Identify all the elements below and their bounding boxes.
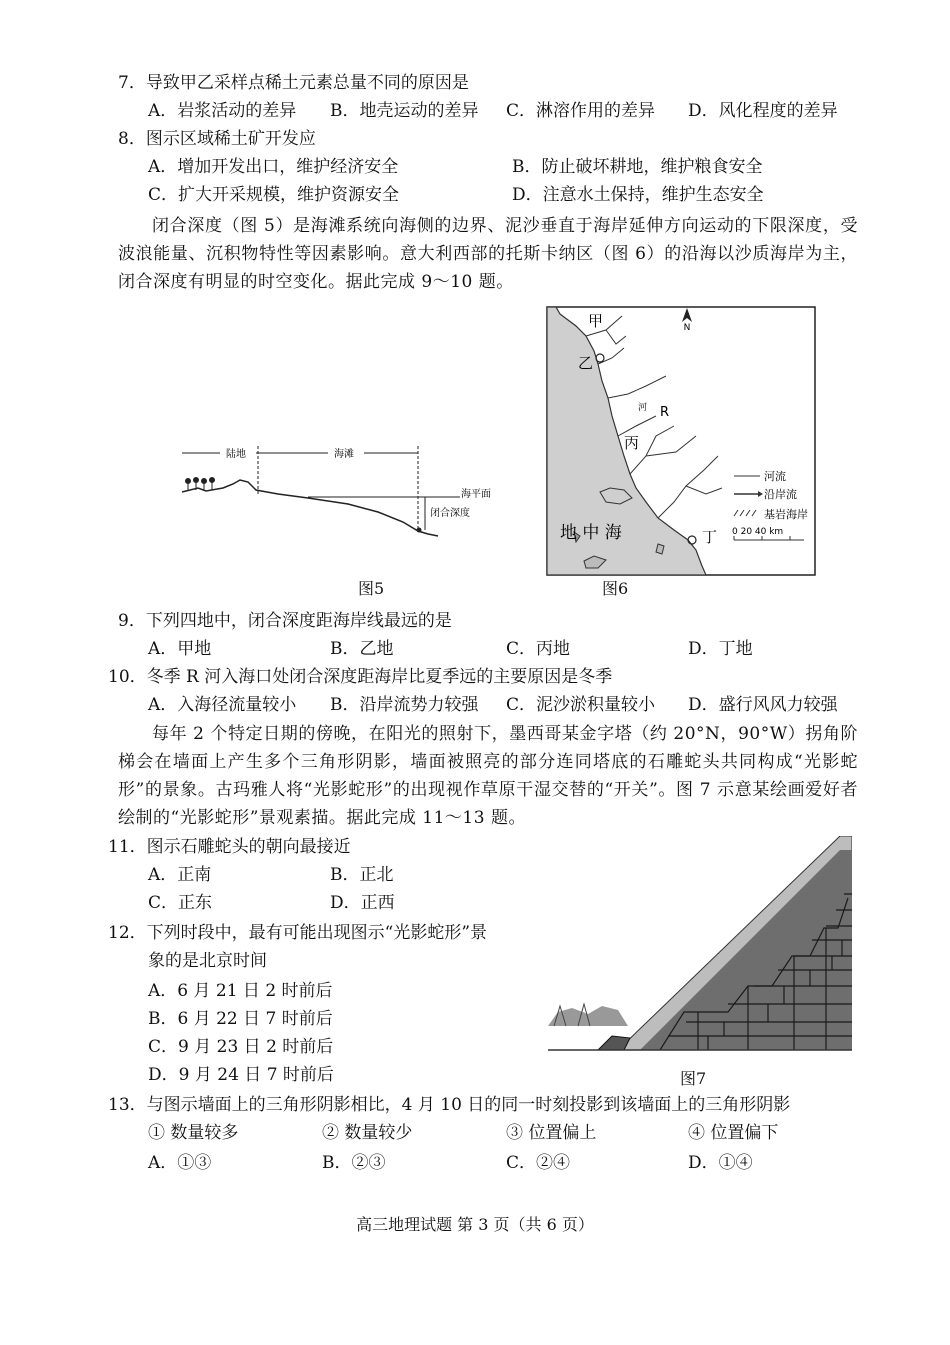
q8-option-b: B．防止破坏耕地，维护粮食安全 [512,157,763,177]
q11-option-d: D．正西 [330,893,395,913]
q7-option-d: D．风化程度的差异 [688,101,838,121]
fig6-label-jia: 甲 [588,312,604,330]
q13-option-b: B．②③ [322,1153,386,1173]
q9-option-b: B．乙地 [330,639,394,659]
figure-6-map [546,306,816,576]
figure-5-caption: 图5 [358,579,385,598]
fig6-legend-current: 沿岸流 [764,488,797,501]
q12-option-b: B．6 月 22 日 7 时前后 [148,1009,333,1029]
figure-7-pyramid-sketch [548,836,852,1058]
fig6-legend-river: 河流 [764,470,786,483]
q13-statement-3: ③ 位置偏上 [506,1123,597,1143]
q10-option-b: B．沿岸流势力较强 [330,695,479,715]
q11-stem: 11．图示石雕蛇头的朝向最接近 [108,837,351,857]
q8-option-a: A．增加开发出口，维护经济安全 [148,157,399,177]
fig6-river-r-label: R [660,405,670,420]
fig6-label-yi: 乙 [578,354,594,372]
q10-option-d: D．盛行风风力较强 [688,695,838,715]
fig5-sea-level-label: 海平面 [461,489,491,500]
fig5-closure-depth-label: 闭合深度 [430,508,470,519]
q13-stem: 13．与图示墙面上的三角形阴影相比，4 月 10 日的同一时刻投影到该墙面上的三角形阴影 [108,1095,791,1115]
q12-stem-line1: 12．下列时段中，最有可能出现图示“光影蛇形”景 [108,923,488,943]
q12-option-c: C．9 月 23 日 2 时前后 [148,1037,334,1057]
fig6-scale-label: 0 20 40 km [732,527,784,537]
passage-closure-depth: 闭合深度（图 5）是海滩系统向海侧的边界、泥沙垂直于海岸延伸方向运动的下限深度，受波浪能量、沉积物特性等因素影响。意大利西部的托斯卡纳区（图 6）的沿海以沙质海岸为主，闭合深度有明显的时空变化。据此完成 9～10 题。 [118,216,858,292]
q11-option-a: A．正南 [148,865,212,885]
q13-statement-2: ② 数量较少 [322,1123,413,1143]
fig6-label-bing: 丙 [624,434,640,452]
q9-option-a: A．甲地 [148,639,212,659]
q10-stem: 10．冬季 R 河入海口处闭合深度距海岸比夏季远的主要原因是冬季 [108,667,613,687]
q7-stem: 7．导致甲乙采样点稀土元素总量不同的原因是 [118,73,469,93]
q13-option-c: C．②④ [506,1153,571,1173]
fig6-label-ding: 丁 [702,528,718,546]
figure-7-caption: 图7 [680,1069,707,1088]
fig6-north-label: N [683,323,691,333]
q8-option-d: D．注意水土保持，维护生态安全 [512,185,764,205]
q13-statement-4: ④ 位置偏下 [688,1123,779,1143]
q8-option-c: C．扩大开采规模，维护资源安全 [148,185,400,205]
passage-light-serpent: 每年 2 个特定日期的傍晚，在阳光的照射下，墨西哥某金字塔（约 20°N，90°W）拐角阶梯会在墙面上产生多个三角形阴影，墙面被照亮的部分连同塔底的石雕蛇头共同构成“光影蛇形”的景象。古玛雅人将“光影蛇形”的出现视作草原干湿交替的“开关”。图 7 示意某绘画爱好者绘制的“光影蛇形”景观素描。据此完成 11～13 题。 [118,724,858,828]
q9-option-c: C．丙地 [506,639,571,659]
q12-option-a: A．6 月 21 日 2 时前后 [148,981,333,1001]
q10-option-a: A．入海径流量较小 [148,695,297,715]
q8-stem: 8．图示区域稀土矿开发应 [118,129,316,149]
q11-option-b: B．正北 [330,865,394,885]
fig5-beach-label: 海滩 [334,449,354,460]
q13-option-d: D．①④ [688,1153,753,1173]
fig6-legend-rock: 基岩海岸 [764,508,808,521]
figure-6-caption: 图6 [602,579,629,598]
q9-option-d: D．丁地 [688,639,753,659]
page-footer: 高三地理试题 第 3 页（共 6 页） [356,1215,594,1234]
fig6-river-char: 河 [638,403,648,413]
q10-option-c: C．泥沙淤积量较小 [506,695,656,715]
q12-option-d: D．9 月 24 日 7 时前后 [148,1065,334,1085]
fig5-land-label: 陆地 [226,449,246,460]
q9-stem: 9．下列四地中，闭合深度距海岸线最远的是 [118,611,452,631]
fig6-sea-label: 地 中 海 [560,523,622,543]
q7-option-b: B．地壳运动的差异 [330,101,479,121]
q13-option-a: A．①③ [148,1153,212,1173]
q11-option-c: C．正东 [148,893,213,913]
q7-option-c: C．淋溶作用的差异 [506,101,656,121]
q7-option-a: A．岩浆活动的差异 [148,101,297,121]
q12-stem-line2: 象的是北京时间 [148,951,267,971]
q13-statement-1: ① 数量较多 [148,1123,239,1143]
figure-5-diagram [178,436,513,546]
